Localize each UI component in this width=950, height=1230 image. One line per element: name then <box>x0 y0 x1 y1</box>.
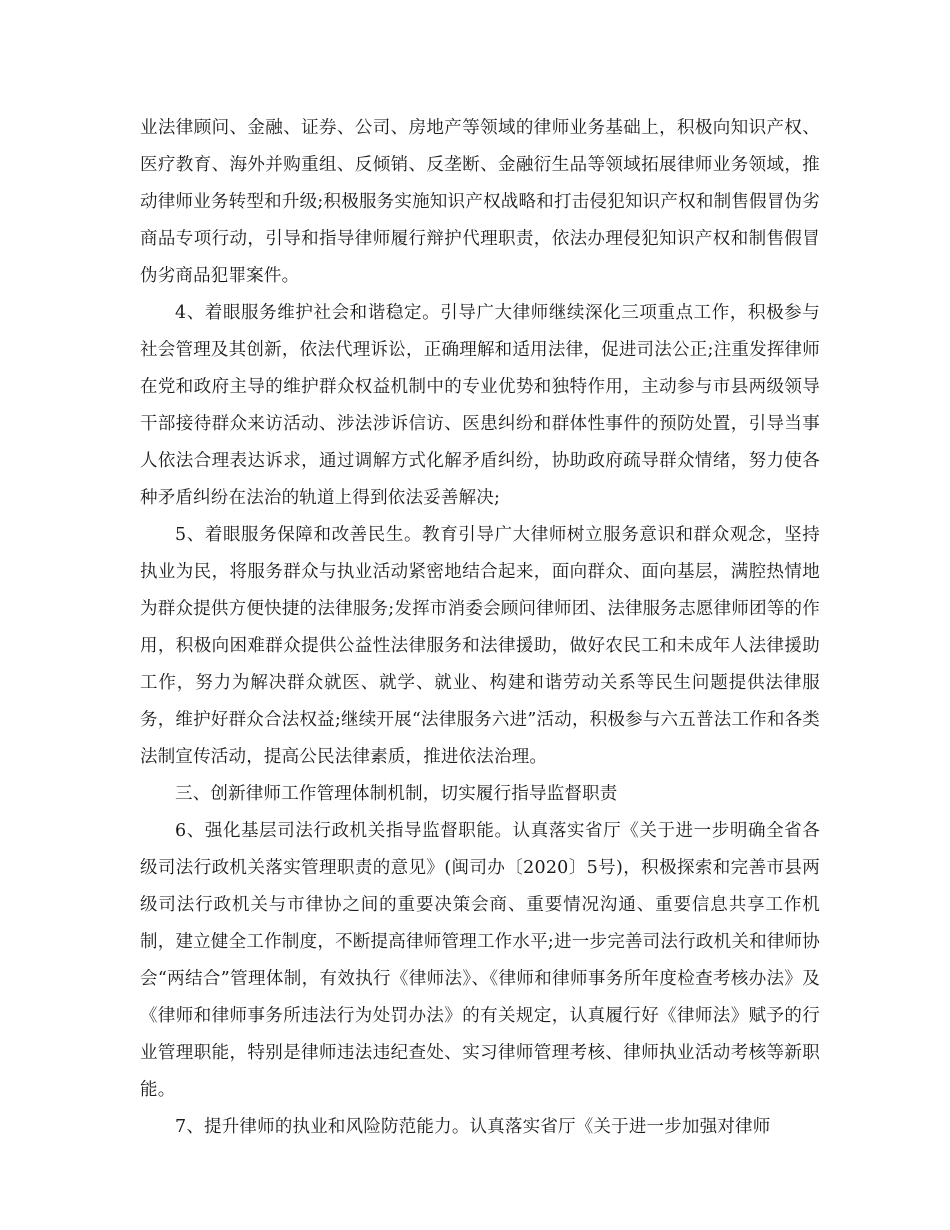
paragraph-item-4: 4、着眼服务维护社会和谐稳定。引导广大律师继续深化三项重点工作，积极参与社会管理及其创新，依法代理诉讼，正确理解和适用法律，促进司法公正;注重发挥律师在党和政府主导的维护群众权益机制中的专业优势和独特作用，主动参与市县两级领导干部接待群众来访活动、涉法涉诉信访、医患纠纷和群体性事件的预防处置，引导当事人依法合理表达诉求，通过调解方式化解矛盾纠纷，协助政府疏导群众情绪，努力使各种矛盾纠纷在法治的轨道上得到依法妥善解决; <box>140 303 820 508</box>
document-body <box>140 110 820 1146</box>
section-heading-3: 三、创新律师工作管理体制机制，切实履行指导监督职责 <box>175 784 618 804</box>
paragraph-item-7: 7、提升律师的执业和风险防范能力。认真落实省厅《关于进一步加强对律师 <box>175 1117 771 1137</box>
paragraph-continuation: 业法律顾问、金融、证券、公司、房地产等领域的律师业务基础上，积极向知识产权、医疗教育、海外并购重组、反倾销、反垄断、金融衍生品等领域拓展律师业务领域，推动律师业务转型和升级;积极服务实施知识产权战略和打击侵犯知识产权和制售假冒伪劣商品专项行动，引导和指导律师履行辩护代理职责，依法办理侵犯知识产权和制售假冒伪劣商品犯罪案件。 <box>140 118 820 286</box>
paragraph-item-6: 6、强化基层司法行政机关指导监督职能。认真落实省厅《关于进一步明确全省各级司法行政机关落实管理职责的意见》(闽司办〔2020〕5号)，积极探索和完善市县两级司法行政机关与市律协之间的重要决策会商、重要情况沟通、重要信息共享工作机制，建立健全工作制度，不断提高律师管理工作水平;进一步完善司法行政机关和律师协会“两结合”管理体制，有效执行《律师法》、《律师和律师事务所年度检查考核办法》及《律师和律师事务所违法行为处罚办法》的有关规定，认真履行好《律师法》赋予的行业管理职能，特别是律师违法违纪查处、实习律师管理考核、律师执业活动考核等新职能。 <box>140 821 820 1100</box>
paragraph-item-5: 5、着眼服务保障和改善民生。教育引导广大律师树立服务意识和群众观念，坚持执业为民，将服务群众与执业活动紧密地结合起来，面向群众、面向基层，满腔热情地为群众提供方便快捷的法律服务;发挥市消委会顾问律师团、法律服务志愿律师团等的作用，积极向困难群众提供公益性法律服务和法律援助，做好农民工和未成年人法律援助工作，努力为解决群众就医、就学、就业、构建和谐劳动关系等民生问题提供法律服务，维护好群众合法权益;继续开展“法律服务六进”活动，积极参与六五普法工作和各类法制宣传活动，提高公民法律素质，推进依法治理。 <box>140 525 820 767</box>
